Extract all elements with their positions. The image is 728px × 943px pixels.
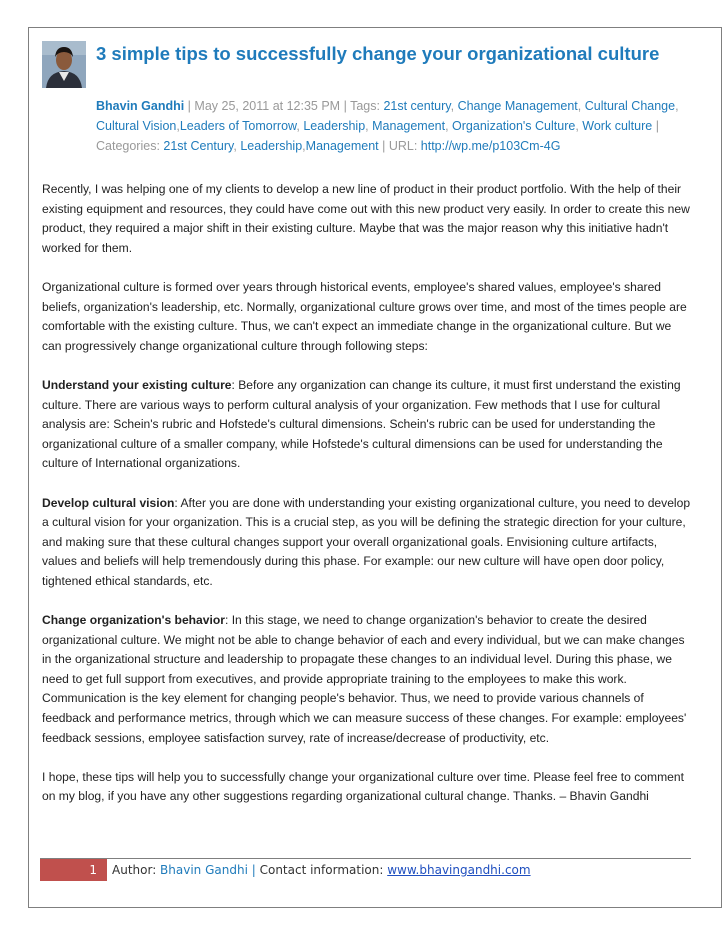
post-title[interactable]: 3 simple tips to successfully change your organizational culture <box>96 43 660 64</box>
meta-url-label: URL: <box>388 139 421 153</box>
meta-tags-label: Tags: <box>350 99 384 113</box>
paragraph-closing: I hope, these tips will help you to successfully change your organizational culture over time. Please feel free to comment on my blog, if you have any other suggestions regarding organizational cultural change. Thanks. – Bhavin Gandhi <box>42 769 684 804</box>
step-text: : In this stage, we need to change organization's behavior to create the desired organizational culture. We might not be able to change behavior of each and every individual, but we can make changes in the organizational structure and leadership to propagate these changes to an individual level. During this phase, we need to get full support from executives, and provide appropriate training to the employees to make this work. Communication is the key element for changing people's behavior. Thus, we need to provide various channels of feedback and performance metrics, through which we can measure success of these changes. For example: employees' feedback sessions, employee satisfaction survey, rate of increase/decrease of productivity, etc. <box>42 613 687 745</box>
paragraph-intro: Recently, I was helping one of my clients to develop a new line of product in their product portfolio. With the help of their existing equipment and resources, they could have come out with this new product very easily. In order to create this new product, they required a major shift in their existing culture. Maybe that was the major reason why this initiative hadn't worked for them. <box>42 182 690 255</box>
tag-link[interactable]: Organization's Culture <box>452 119 576 133</box>
step-understand-culture <box>42 376 692 474</box>
meta-separator: | <box>652 119 659 133</box>
meta-date: May 25, 2011 at 12:35 PM <box>194 99 341 113</box>
step-text: : After you are done with understanding your existing organizational culture, you need to develop a cultural vision for your organization. This is a crucial step, as you will be defining the strategic direction for your culture, and making sure that these cultural changes support your overall organizational goals. Envisioning culture artifacts, values and beliefs will help tremendously during this phase. For example: our new culture will have open door policy, tightened ethical standards, etc. <box>42 495 691 588</box>
footer-author-label: Author: <box>112 863 161 877</box>
meta-categories-label: Categories: <box>96 139 164 153</box>
post-meta: Bhavin Gandhi | May 25, 2011 at 12:35 PM | Tags: 21st century, Change Management, Cultural Change, Cultural Vision,Leaders of Tomorrow, Leadership, Management, Organization's Culture, Work culture | Categories: 21st Century, Leadership,Management | URL: http://wp.me/p103Cm-4G <box>96 99 679 153</box>
tag-link[interactable]: Work culture <box>582 119 653 133</box>
category-link[interactable]: Leadership <box>240 139 303 153</box>
page-footer <box>40 858 691 883</box>
category-link[interactable]: 21st Century <box>163 139 234 153</box>
short-url-link[interactable]: http://wp.me/p103Cm-4G <box>420 139 561 153</box>
tag-link[interactable]: Change Management <box>457 99 578 113</box>
paragraph-background: Organizational culture is formed over years through historical events, employee's shared values, employee's shared beliefs, organization's leadership, etc. Normally, organizational culture grows over time, and most of the times people are comfortable with the existing culture. Thus, we can't expect an immediate change in the organizational culture. But we can progressively change organizational culture through following steps: <box>42 279 687 353</box>
step-change-behavior <box>42 611 692 748</box>
tag-link[interactable]: Leaders of Tomorrow <box>179 119 297 133</box>
footer-contact-label: Contact information: <box>259 863 388 877</box>
step-heading: Understand your existing culture <box>42 377 232 392</box>
footer-author-name: Bhavin Gandhi <box>160 863 248 877</box>
meta-separator: | <box>184 99 195 113</box>
meta-separator: | <box>340 99 351 113</box>
tag-link[interactable]: Cultural Change <box>584 99 676 113</box>
step-text: : Before any organization can change its culture, it must first understand the existing culture. There are various ways to perform cultural analysis of your organization. Few methods that I use for cultural analysis are: Schein's rubric and Hofstede's cultural dimensions. Schein's rubric can be used for understanding the organizational culture of a smaller company, while Hofstede's cultural dimensions can be used for understanding the culture of International organizations. <box>42 377 681 471</box>
tag-link[interactable]: 21st century <box>383 99 451 113</box>
meta-author-link[interactable]: Bhavin Gandhi <box>96 99 185 113</box>
post-body <box>42 180 692 827</box>
category-link[interactable]: Management <box>305 139 379 153</box>
footer-divider: | <box>247 863 260 877</box>
step-heading: Develop cultural vision <box>42 495 175 510</box>
tag-link[interactable]: Cultural Vision <box>96 119 177 133</box>
meta-separator: | <box>378 139 389 153</box>
footer-website-link[interactable]: www.bhavingandhi.com <box>387 863 531 877</box>
tag-link[interactable]: Leadership <box>303 119 366 133</box>
footer-info <box>112 859 531 881</box>
page-number: 1 <box>40 859 107 881</box>
step-heading: Change organization's behavior <box>42 613 225 628</box>
step-cultural-vision <box>42 494 692 592</box>
author-avatar <box>42 41 86 88</box>
tag-link[interactable]: Management <box>372 119 446 133</box>
